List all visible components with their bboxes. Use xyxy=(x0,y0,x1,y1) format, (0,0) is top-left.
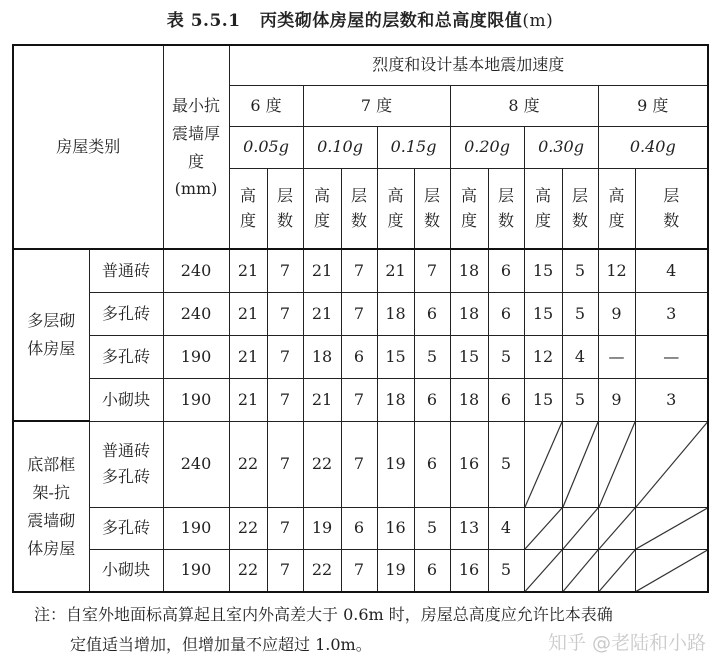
row-thickness: 190 xyxy=(163,549,229,592)
cell: 6 xyxy=(414,549,450,592)
table-unit: (m) xyxy=(522,11,554,31)
cell: 6 xyxy=(414,292,450,335)
cell: 7 xyxy=(267,335,303,378)
cell: 19 xyxy=(303,507,341,549)
header-intensity-group: 烈度和设计基本地震加速度 xyxy=(229,45,708,85)
header-stories xyxy=(488,168,524,249)
header-intensity-6: 6 度 xyxy=(229,85,303,126)
table-number: 表 5.5.1 xyxy=(166,11,241,31)
cell: 21 xyxy=(229,335,267,378)
not-applicable-cell xyxy=(598,421,635,507)
header-height-text: 高度 xyxy=(240,185,257,231)
cell: 7 xyxy=(341,292,377,335)
header-stories xyxy=(341,168,377,249)
cell: 18 xyxy=(377,378,414,421)
row-type: 多孔砖 xyxy=(89,292,163,335)
cell: 15 xyxy=(524,378,562,421)
header-height xyxy=(229,168,267,249)
row-type-line2: 多孔砖 xyxy=(102,467,151,486)
cell: 3 xyxy=(635,378,708,421)
row-thickness: 190 xyxy=(163,378,229,421)
cell: 15 xyxy=(377,335,414,378)
cell: 19 xyxy=(377,549,414,592)
not-applicable-cell xyxy=(635,507,708,549)
row-thickness: 240 xyxy=(163,421,229,507)
header-height-text: 高度 xyxy=(535,185,552,231)
cell: 5 xyxy=(488,335,524,378)
cell: 6 xyxy=(488,249,524,292)
header-acc-030: 0.30g xyxy=(524,126,598,168)
limits-table xyxy=(12,44,709,593)
cell: 6 xyxy=(414,421,450,507)
header-acc-040: 0.40g xyxy=(598,126,708,168)
cell: 7 xyxy=(267,292,303,335)
table-note xyxy=(34,600,613,660)
cell: 7 xyxy=(267,549,303,592)
note-line-1: 注：自室外地面标高算起且室内外高差大于 0.6m 时，房屋总高度应允许比本表确 xyxy=(34,605,613,624)
header-min-thickness xyxy=(163,45,229,249)
header-height xyxy=(524,168,562,249)
cell: 5 xyxy=(562,292,598,335)
header-acc-010: 0.10g xyxy=(303,126,377,168)
cell: 21 xyxy=(303,378,341,421)
header-stories xyxy=(414,168,450,249)
row-type xyxy=(89,421,163,507)
row-type: 多孔砖 xyxy=(89,507,163,549)
header-min-thickness-text: 最小抗震墙厚度 xyxy=(172,96,221,172)
cell: 4 xyxy=(635,249,708,292)
header-stories xyxy=(267,168,303,249)
header-height-text: 高度 xyxy=(608,185,625,231)
not-applicable-cell xyxy=(524,549,562,592)
header-acc-005: 0.05g xyxy=(229,126,303,168)
cell: 5 xyxy=(562,378,598,421)
cell: 16 xyxy=(450,421,488,507)
table-row xyxy=(13,378,708,421)
cell: 7 xyxy=(267,378,303,421)
table-row xyxy=(13,421,708,507)
cell: 12 xyxy=(524,335,562,378)
cell: 18 xyxy=(377,292,414,335)
cell: 21 xyxy=(377,249,414,292)
cell: 22 xyxy=(303,421,341,507)
watermark: 知乎 @老陆和小路 xyxy=(547,632,706,654)
cell: 9 xyxy=(598,292,635,335)
header-intensity-8: 8 度 xyxy=(450,85,598,126)
row-type: 小砌块 xyxy=(89,549,163,592)
header-row-1 xyxy=(13,45,708,85)
cell: 7 xyxy=(341,249,377,292)
not-applicable-cell xyxy=(524,507,562,549)
row-thickness: 190 xyxy=(163,507,229,549)
not-applicable-cell xyxy=(635,549,708,592)
row-type: 多孔砖 xyxy=(89,335,163,378)
table-title xyxy=(0,6,720,31)
table-row xyxy=(13,507,708,549)
cell: 22 xyxy=(229,549,267,592)
table-row xyxy=(13,249,708,292)
not-applicable-cell xyxy=(598,507,635,549)
cell: 18 xyxy=(450,292,488,335)
cell: 7 xyxy=(267,421,303,507)
row-thickness: 240 xyxy=(163,292,229,335)
table-row xyxy=(13,292,708,335)
row-thickness: 190 xyxy=(163,335,229,378)
table-row xyxy=(13,335,708,378)
header-height-text: 高度 xyxy=(461,185,478,231)
cell: 15 xyxy=(450,335,488,378)
row-type: 普通砖 xyxy=(89,249,163,292)
table-row xyxy=(13,549,708,592)
header-stories xyxy=(635,168,708,249)
header-stories-text: 层数 xyxy=(572,185,589,231)
header-stories-text: 层数 xyxy=(277,185,294,231)
header-min-thickness-unit: (mm) xyxy=(174,179,218,199)
header-intensity-9: 9 度 xyxy=(598,85,708,126)
cell: 21 xyxy=(303,292,341,335)
not-applicable-cell xyxy=(562,507,598,549)
cell: 22 xyxy=(229,507,267,549)
cell: 6 xyxy=(414,378,450,421)
cell: 6 xyxy=(488,378,524,421)
header-stories-text: 层数 xyxy=(498,185,515,231)
cell: 4 xyxy=(488,507,524,549)
cell: 7 xyxy=(414,249,450,292)
cell: 5 xyxy=(414,507,450,549)
header-acc-020: 0.20g xyxy=(450,126,524,168)
header-height-text: 高度 xyxy=(387,185,404,231)
cell: 15 xyxy=(524,249,562,292)
not-applicable-cell xyxy=(598,549,635,592)
row-type-line1: 普通砖 xyxy=(102,441,151,461)
header-height xyxy=(450,168,488,249)
cell: 6 xyxy=(488,292,524,335)
cell: 7 xyxy=(267,507,303,549)
cell: 7 xyxy=(341,378,377,421)
group-label-bottom-frame-text: 底部框架-抗震墙砌体房屋 xyxy=(27,454,76,558)
header-height xyxy=(598,168,635,249)
header-intensity-7: 7 度 xyxy=(303,85,450,126)
cell: — xyxy=(635,335,708,378)
cell: 21 xyxy=(229,249,267,292)
cell: 22 xyxy=(229,421,267,507)
header-acc-015: 0.15g xyxy=(377,126,450,168)
cell: 12 xyxy=(598,249,635,292)
cell: — xyxy=(598,335,635,378)
cell: 21 xyxy=(229,292,267,335)
header-category xyxy=(13,45,163,249)
cell: 5 xyxy=(414,335,450,378)
cell: 3 xyxy=(635,292,708,335)
cell: 18 xyxy=(450,378,488,421)
cell: 5 xyxy=(488,549,524,592)
row-type: 小砌块 xyxy=(89,378,163,421)
note-line-2: 定值适当增加，但增加量不应超过 1.0m。 xyxy=(70,635,372,654)
cell: 13 xyxy=(450,507,488,549)
header-category-text: 房屋类别 xyxy=(56,137,121,157)
header-stories-text: 层数 xyxy=(424,185,441,231)
cell: 18 xyxy=(450,249,488,292)
not-applicable-cell xyxy=(562,421,598,507)
cell: 5 xyxy=(562,249,598,292)
cell: 5 xyxy=(488,421,524,507)
cell: 4 xyxy=(562,335,598,378)
group-label-multistory-text: 多层砌体房屋 xyxy=(27,311,76,358)
not-applicable-cell xyxy=(524,421,562,507)
header-height-text: 高度 xyxy=(314,185,331,231)
cell: 6 xyxy=(341,335,377,378)
row-thickness: 240 xyxy=(163,249,229,292)
header-stories xyxy=(562,168,598,249)
cell: 22 xyxy=(303,549,341,592)
not-applicable-cell xyxy=(635,421,708,507)
cell: 15 xyxy=(524,292,562,335)
header-height xyxy=(377,168,414,249)
cell: 7 xyxy=(341,549,377,592)
cell: 7 xyxy=(267,249,303,292)
not-applicable-cell xyxy=(562,549,598,592)
header-stories-text: 层数 xyxy=(663,185,680,231)
table-caption: 丙类砌体房屋的层数和总高度限值 xyxy=(259,11,523,31)
cell: 7 xyxy=(341,421,377,507)
cell: 16 xyxy=(450,549,488,592)
cell: 21 xyxy=(303,249,341,292)
cell: 9 xyxy=(598,378,635,421)
cell: 21 xyxy=(229,378,267,421)
cell: 16 xyxy=(377,507,414,549)
cell: 18 xyxy=(303,335,341,378)
header-stories-text: 层数 xyxy=(351,185,368,231)
header-height xyxy=(303,168,341,249)
cell: 19 xyxy=(377,421,414,507)
group-label-multistory xyxy=(13,249,89,421)
group-label-bottom-frame xyxy=(13,421,89,592)
cell: 6 xyxy=(341,507,377,549)
